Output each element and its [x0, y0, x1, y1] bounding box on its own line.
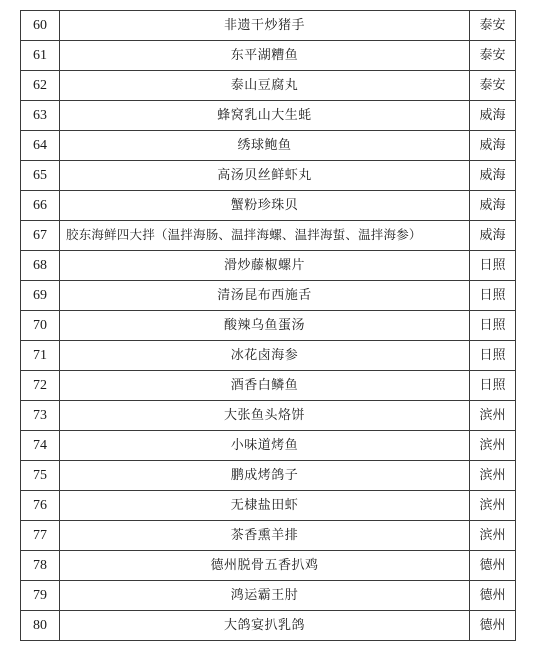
dish-name: 鸿运霸王肘: [60, 581, 470, 611]
city-name: 滨州: [470, 521, 516, 551]
table-row: [21, 431, 516, 461]
row-number: 62: [21, 71, 60, 101]
dish-name: 胶东海鲜四大拌（温拌海肠、温拌海螺、温拌海蜇、温拌海参）: [60, 221, 470, 251]
row-number: 78: [21, 551, 60, 581]
row-number: 74: [21, 431, 60, 461]
city-name: 威海: [470, 191, 516, 221]
dish-name: 无棣盐田虾: [60, 491, 470, 521]
city-name: 泰安: [470, 41, 516, 71]
dish-name: 滑炒藤椒螺片: [60, 251, 470, 281]
table-row: [21, 551, 516, 581]
dish-name: 非遗干炒猪手: [60, 11, 470, 41]
dish-name: 酸辣乌鱼蛋汤: [60, 311, 470, 341]
table-row: [21, 101, 516, 131]
row-number: 72: [21, 371, 60, 401]
table-row: [21, 491, 516, 521]
table-row: [21, 401, 516, 431]
table-row: [21, 281, 516, 311]
city-name: 滨州: [470, 431, 516, 461]
dish-name: 冰花卤海参: [60, 341, 470, 371]
dish-name: 泰山豆腐丸: [60, 71, 470, 101]
table-row: [21, 581, 516, 611]
dish-name: 绣球鲍鱼: [60, 131, 470, 161]
table-row: [21, 161, 516, 191]
table-row: [21, 221, 516, 251]
row-number: 65: [21, 161, 60, 191]
dish-name: 鹏成烤鸽子: [60, 461, 470, 491]
table-row: [21, 191, 516, 221]
dish-list-table-container: [20, 10, 515, 641]
row-number: 68: [21, 251, 60, 281]
row-number: 64: [21, 131, 60, 161]
table-row: [21, 461, 516, 491]
city-name: 滨州: [470, 461, 516, 491]
dish-name: 德州脱骨五香扒鸡: [60, 551, 470, 581]
city-name: 德州: [470, 551, 516, 581]
dish-name: 高汤贝丝鲜虾丸: [60, 161, 470, 191]
city-name: 威海: [470, 131, 516, 161]
row-number: 69: [21, 281, 60, 311]
table-row: [21, 11, 516, 41]
city-name: 日照: [470, 281, 516, 311]
row-number: 75: [21, 461, 60, 491]
table-row: [21, 251, 516, 281]
dish-name: 大鸽宴扒乳鸽: [60, 611, 470, 641]
row-number: 66: [21, 191, 60, 221]
row-number: 60: [21, 11, 60, 41]
dish-name: 东平湖糟鱼: [60, 41, 470, 71]
row-number: 61: [21, 41, 60, 71]
table-row: [21, 341, 516, 371]
row-number: 71: [21, 341, 60, 371]
table-row: [21, 41, 516, 71]
dish-list-table: [20, 10, 516, 641]
dish-name: 大张鱼头烙饼: [60, 401, 470, 431]
dish-list-body: [21, 11, 516, 641]
row-number: 67: [21, 221, 60, 251]
city-name: 威海: [470, 221, 516, 251]
city-name: 威海: [470, 101, 516, 131]
row-number: 76: [21, 491, 60, 521]
city-name: 滨州: [470, 491, 516, 521]
city-name: 日照: [470, 251, 516, 281]
table-row: [21, 371, 516, 401]
table-row: [21, 521, 516, 551]
city-name: 德州: [470, 611, 516, 641]
dish-name: 茶香熏羊排: [60, 521, 470, 551]
table-row: [21, 611, 516, 641]
row-number: 63: [21, 101, 60, 131]
row-number: 79: [21, 581, 60, 611]
city-name: 威海: [470, 161, 516, 191]
city-name: 日照: [470, 371, 516, 401]
row-number: 77: [21, 521, 60, 551]
table-row: [21, 311, 516, 341]
dish-name: 蜂窝乳山大生蚝: [60, 101, 470, 131]
city-name: 泰安: [470, 71, 516, 101]
table-row: [21, 71, 516, 101]
city-name: 日照: [470, 311, 516, 341]
city-name: 德州: [470, 581, 516, 611]
row-number: 80: [21, 611, 60, 641]
dish-name: 蟹粉珍珠贝: [60, 191, 470, 221]
dish-name: 小味道烤鱼: [60, 431, 470, 461]
city-name: 日照: [470, 341, 516, 371]
city-name: 泰安: [470, 11, 516, 41]
dish-name: 酒香白鳞鱼: [60, 371, 470, 401]
row-number: 70: [21, 311, 60, 341]
city-name: 滨州: [470, 401, 516, 431]
dish-name: 清汤昆布西施舌: [60, 281, 470, 311]
table-row: [21, 131, 516, 161]
row-number: 73: [21, 401, 60, 431]
